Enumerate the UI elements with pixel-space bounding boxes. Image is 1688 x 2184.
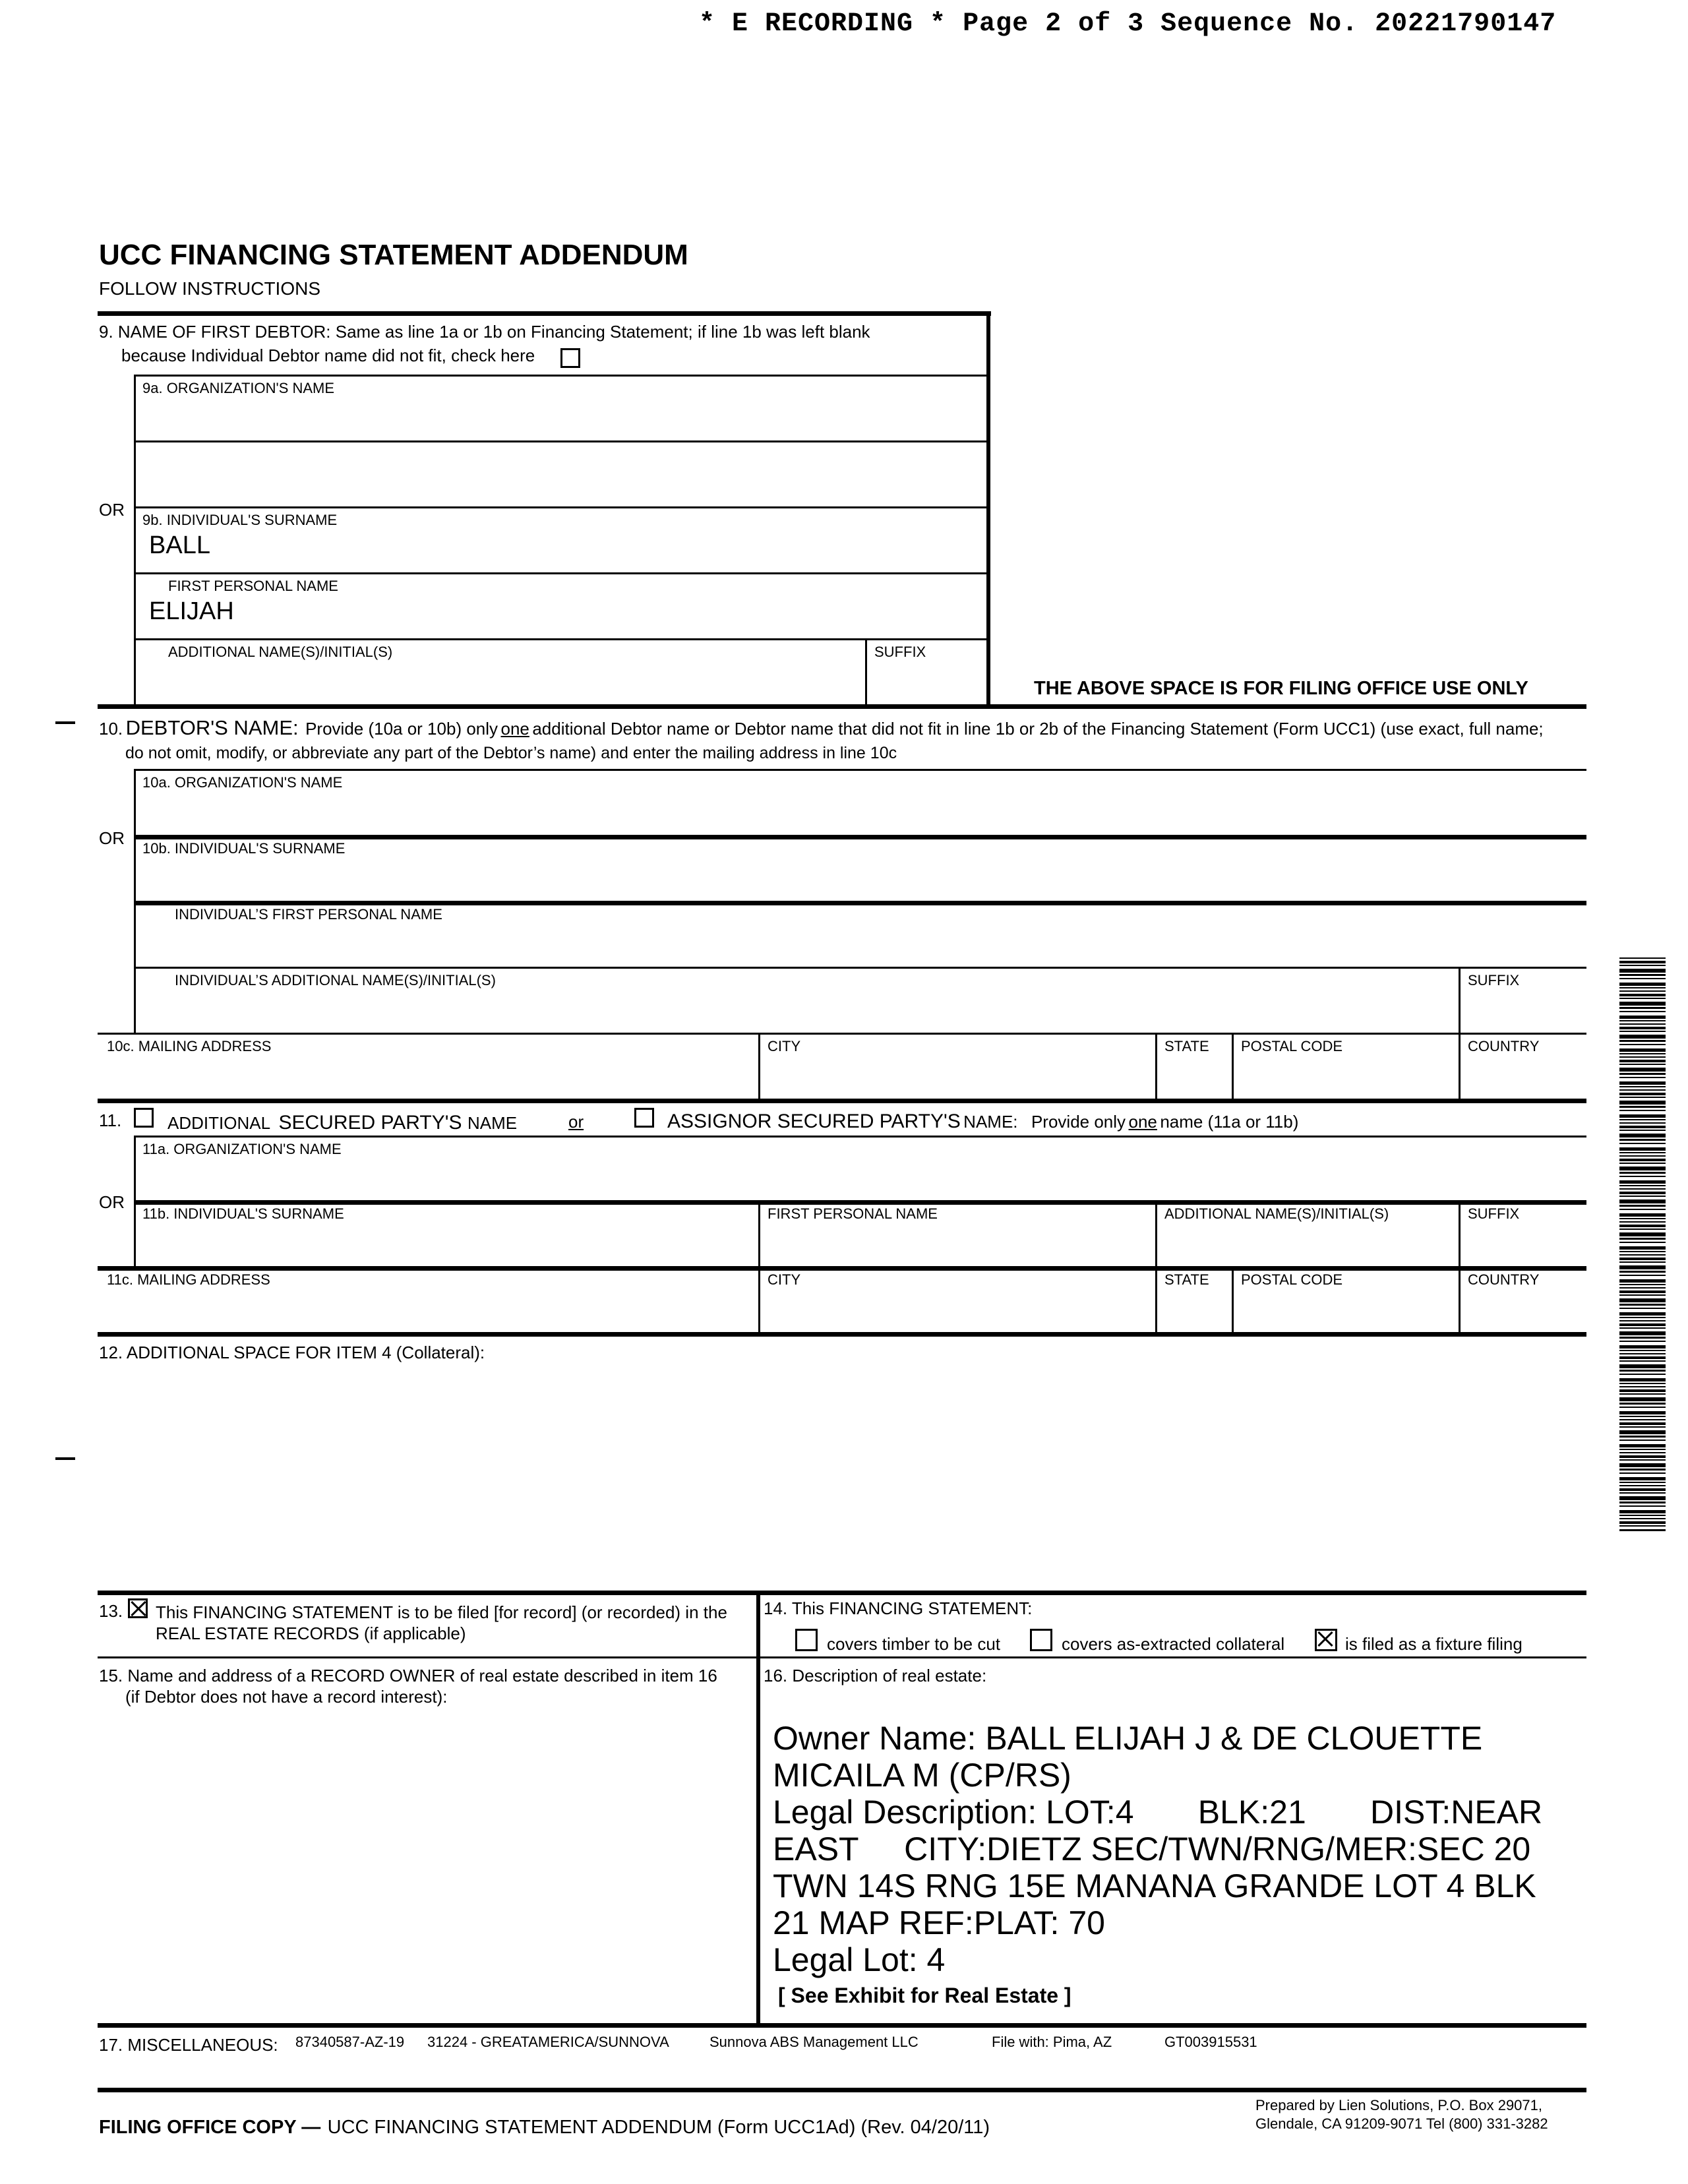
or-label: OR <box>99 828 125 848</box>
item15-label-line2: (if Debtor does not have a record interest): <box>125 1687 448 1707</box>
item14-timber-label: covers timber to be cut <box>827 1634 1000 1654</box>
barcode-bar <box>1619 1304 1666 1306</box>
item11-option1-c: NAME <box>467 1113 518 1133</box>
item11-rule <box>134 1136 1586 1138</box>
barcode-bar <box>1619 1016 1666 1019</box>
barcode-bar <box>1619 1422 1666 1425</box>
barcode-bar <box>1619 1444 1666 1447</box>
item10a-label: 10a. ORGANIZATION'S NAME <box>142 774 343 791</box>
barcode-bar <box>1619 1393 1666 1395</box>
item16-description <box>773 1720 1542 1978</box>
item9a-label: 9a. ORGANIZATION'S NAME <box>142 380 335 396</box>
barcode-bar <box>1619 1370 1666 1372</box>
barcode-bar <box>1619 961 1666 963</box>
or-label: OR <box>99 1192 125 1212</box>
barcode-bar <box>1619 1436 1666 1438</box>
item11-option2 <box>667 1110 1298 1133</box>
recording-header: * E RECORDING * Page 2 of 3 Sequence No. 20221790147 <box>699 9 1557 39</box>
barcode-bar <box>1619 1209 1666 1210</box>
item10-suffix-label: SUFFIX <box>1468 972 1520 988</box>
item13-14-divider <box>756 1591 760 2026</box>
item14-timber-checkbox[interactable] <box>795 1629 818 1651</box>
barcode-bar <box>1619 1143 1666 1144</box>
item16-line: MICAILA M (CP/RS) <box>773 1757 1071 1794</box>
item16-exhibit-note: [ See Exhibit for Real Estate ] <box>778 1984 1071 2007</box>
barcode-bar <box>1619 1515 1666 1516</box>
barcode-bar <box>1619 1101 1666 1105</box>
barcode-bar <box>1619 1287 1666 1289</box>
item11b-divider <box>758 1200 760 1267</box>
item10c-country-label: COUNTRY <box>1468 1038 1540 1054</box>
item11-first-name-label: FIRST PERSONAL NAME <box>768 1205 938 1222</box>
barcode-bar <box>1619 1469 1666 1471</box>
item11-option2-a: ASSIGNOR SECURED PARTY'S <box>667 1110 961 1132</box>
barcode-bar <box>1619 1188 1666 1190</box>
barcode-bar <box>1619 1077 1666 1078</box>
item9-rule <box>134 440 986 442</box>
barcode-bar <box>1619 1416 1666 1417</box>
item11-top-rule <box>98 1099 1586 1103</box>
barcode-bar <box>1619 1040 1666 1042</box>
barcode-bar <box>1619 1455 1666 1458</box>
barcode-bar <box>1619 1345 1666 1349</box>
barcode-bar <box>1619 1312 1666 1316</box>
barcode-graphic <box>1619 957 1666 1531</box>
barcode-bar <box>1619 1196 1666 1197</box>
item10c-divider <box>1155 1033 1157 1100</box>
barcode-bar <box>1619 978 1666 979</box>
barcode-bar <box>1619 1331 1666 1335</box>
barcode-bar <box>1619 1477 1666 1480</box>
barcode-bar <box>1619 990 1666 992</box>
barcode-bar <box>1619 1139 1666 1141</box>
item17-gt: GT003915531 <box>1164 2034 1257 2050</box>
barcode-bar <box>1619 957 1666 959</box>
barcode-bar <box>1619 1284 1666 1285</box>
footer-rule <box>98 2088 1586 2092</box>
item10-text-one: one <box>500 719 529 739</box>
item11-rule <box>134 1200 1586 1205</box>
barcode-bar <box>1619 1337 1666 1339</box>
item10b-label: 10b. INDIVIDUAL'S SURNAME <box>142 840 346 857</box>
barcode-bar <box>1619 1275 1666 1276</box>
form-subtitle: FOLLOW INSTRUCTIONS <box>99 278 321 299</box>
item9-right-rule <box>986 311 990 706</box>
item17-top-rule <box>98 2023 1586 2028</box>
item11-text-one: one <box>1128 1112 1157 1132</box>
item13-number: 13. <box>99 1601 123 1621</box>
item11-option2-b: NAME: <box>963 1112 1018 1132</box>
footer-form-name: UCC FINANCING STATEMENT ADDENDUM (Form UCC1Ad) (Rev. 04/20/11) <box>327 2117 990 2138</box>
footer-prepared-line2: Glendale, CA 91209-9071 Tel (800) 331-3282 <box>1255 2115 1548 2132</box>
item9-rule <box>134 506 986 508</box>
barcode-bar <box>1619 1440 1666 1441</box>
barcode-bar <box>1619 1213 1666 1217</box>
item10-text-b: additional Debtor name or Debtor name that did not fit in line 1b or 2b of the Financing Statement (Form UCC1) (use exact, full name; <box>532 719 1544 739</box>
barcode-bar <box>1619 1502 1666 1503</box>
item11-option1-a: ADDITIONAL <box>167 1113 271 1133</box>
barcode-bar <box>1619 1265 1666 1269</box>
item10-text-a: Provide (10a or 10b) only <box>305 719 498 739</box>
item10-rule <box>134 769 1586 771</box>
barcode-bar <box>1619 1130 1666 1131</box>
item9-first-name-value: ELIJAH <box>149 597 234 625</box>
item9-left-rule <box>134 375 136 704</box>
item10c-postal-label: POSTAL CODE <box>1241 1038 1343 1054</box>
barcode-bar <box>1619 1378 1666 1381</box>
barcode-bar <box>1619 1093 1666 1095</box>
barcode-bar <box>1619 1482 1666 1483</box>
barcode-bar <box>1619 1185 1666 1186</box>
item9-checkbox[interactable] <box>560 348 580 368</box>
item17-ref: 87340587-AZ-19 <box>295 2034 405 2050</box>
item16-line: Owner Name: BALL ELIJAH J & DE CLOUETTE <box>773 1720 1483 1757</box>
barcode-bar <box>1619 1472 1666 1474</box>
barcode-bar <box>1619 1242 1666 1243</box>
barcode-bar <box>1619 974 1666 976</box>
barcode-bar <box>1619 1383 1666 1384</box>
form-title: UCC FINANCING STATEMENT ADDENDUM <box>99 239 688 271</box>
item9-suffix-divider <box>865 638 867 704</box>
barcode-bar <box>1619 1205 1666 1207</box>
item13-text: This FINANCING STATEMENT is to be filed [for record] (or recorded) in the <box>156 1602 727 1622</box>
barcode-bar <box>1619 1529 1666 1531</box>
barcode-bar <box>1619 1023 1666 1025</box>
item10-first-name-label: INDIVIDUAL’S FIRST PERSONAL NAME <box>175 906 442 923</box>
barcode-bar <box>1619 1389 1666 1392</box>
barcode-bar <box>1619 1056 1666 1058</box>
barcode-bar <box>1619 1459 1666 1461</box>
item11c-rule <box>98 1266 1586 1271</box>
barcode-bar <box>1619 1167 1666 1170</box>
barcode-bar <box>1619 1505 1666 1507</box>
barcode-bar <box>1619 1152 1666 1153</box>
item10-rule <box>134 967 1586 969</box>
item14-extracted-checkbox[interactable] <box>1030 1629 1052 1651</box>
item11b-label: 11b. INDIVIDUAL'S SURNAME <box>142 1205 344 1222</box>
item17-label: 17. MISCELLANEOUS: <box>99 2035 278 2055</box>
barcode-bar <box>1619 1044 1666 1045</box>
barcode-bar <box>1619 998 1666 999</box>
barcode-bar <box>1619 1060 1666 1062</box>
item11-text-a: Provide only <box>1031 1112 1126 1132</box>
item10c-divider <box>758 1033 760 1100</box>
item11-additional-checkbox[interactable] <box>134 1108 154 1128</box>
barcode-bar <box>1619 1327 1666 1329</box>
barcode-bar <box>1619 1180 1666 1184</box>
item9-heading: 9. NAME OF FIRST DEBTOR: Same as line 1a or 1b on Financing Statement; if line 1b was left blank <box>99 322 870 342</box>
item16-line: TWN 14S RNG 15E MANANA GRANDE LOT 4 BLK <box>773 1867 1536 1904</box>
barcode-bar <box>1619 1258 1666 1260</box>
item10c-mailing-label: 10c. MAILING ADDRESS <box>107 1038 272 1054</box>
barcode-bar <box>1619 1452 1666 1453</box>
item16-label: 16. Description of real estate: <box>764 1666 987 1685</box>
footer-prepared-line1: Prepared by Lien Solutions, P.O. Box 29071, <box>1255 2097 1542 2113</box>
barcode-bar <box>1619 969 1666 973</box>
item12-label: 12. ADDITIONAL SPACE FOR ITEM 4 (Collateral): <box>99 1343 485 1362</box>
item9-top-rule <box>98 311 991 316</box>
barcode-bar <box>1619 1048 1666 1052</box>
barcode-bar <box>1619 1525 1666 1527</box>
barcode-bar <box>1619 1246 1666 1250</box>
item15-top-rule <box>98 1656 1586 1658</box>
item11c-mailing-label: 11c. MAILING ADDRESS <box>107 1271 270 1288</box>
item10-title: DEBTOR'S NAME: <box>125 716 299 739</box>
item10c-divider <box>1232 1033 1234 1100</box>
barcode-bar <box>1619 1106 1666 1108</box>
item10-rule <box>134 835 1586 839</box>
item10-rule <box>134 901 1586 905</box>
barcode-bar <box>1619 1086 1666 1087</box>
barcode-bar <box>1619 1176 1666 1177</box>
barcode-bar <box>1619 1081 1666 1085</box>
item14-label: 14. This FINANCING STATEMENT: <box>764 1598 1033 1618</box>
item11c-divider <box>1155 1266 1157 1333</box>
barcode-bar <box>1619 1254 1666 1256</box>
barcode-bar <box>1619 1510 1666 1513</box>
item11c-country-label: COUNTRY <box>1468 1271 1540 1288</box>
barcode-bar <box>1619 1089 1666 1091</box>
barcode-bar <box>1619 1430 1666 1434</box>
barcode-bar <box>1619 1011 1666 1012</box>
barcode-bar <box>1619 1035 1666 1039</box>
barcode-bar <box>1619 1147 1666 1151</box>
barcode-bar <box>1619 1353 1666 1354</box>
barcode-bar <box>1619 1308 1666 1309</box>
item11c-city-label: CITY <box>768 1271 801 1288</box>
barcode-bar <box>1619 1007 1666 1009</box>
item16-line: Legal Description: LOT:4 BLK:21 DIST:NEAR <box>773 1794 1543 1831</box>
footer-form-line <box>99 2117 990 2138</box>
barcode-bar <box>1619 1350 1666 1351</box>
item9b-surname-value: BALL <box>149 531 210 559</box>
barcode-bar <box>1619 1110 1666 1111</box>
item16-line: EAST CITY:DIETZ SEC/TWN/RNG/MER:SEC 20 <box>773 1831 1531 1867</box>
barcode-bar <box>1619 1218 1666 1219</box>
item11-additional-label: ADDITIONAL NAME(S)/INITIAL(S) <box>1164 1205 1389 1222</box>
barcode-bar <box>1619 1364 1666 1368</box>
item9-rule <box>134 375 986 377</box>
barcode-bar <box>1619 1261 1666 1263</box>
margin-tick <box>55 721 75 724</box>
barcode-bar <box>1619 1449 1666 1450</box>
item9-heading-line2: because Individual Debtor name did not fit, check here <box>121 346 535 365</box>
item10-heading <box>99 716 1544 740</box>
barcode-bar <box>1619 1232 1666 1236</box>
barcode-bar <box>1619 1002 1666 1006</box>
barcode-bar <box>1619 1159 1666 1161</box>
barcode-bar <box>1619 1521 1666 1524</box>
barcode-bar <box>1619 1426 1666 1428</box>
item9b-label: 9b. INDIVIDUAL'S SURNAME <box>142 512 338 528</box>
barcode-bar <box>1619 1386 1666 1387</box>
barcode-bar <box>1619 1419 1666 1420</box>
item10c-city-label: CITY <box>768 1038 801 1054</box>
barcode-bar <box>1619 1294 1666 1296</box>
barcode-bar <box>1619 1221 1666 1223</box>
item13-top-rule <box>98 1591 1586 1595</box>
barcode-bar <box>1619 1290 1666 1293</box>
item10-heading-line2: do not omit, modify, or abbreviate any part of the Debtor’s name) and enter the mailing address in line 10c <box>125 744 897 762</box>
barcode-bar <box>1619 1122 1666 1124</box>
barcode-bar <box>1619 987 1666 988</box>
barcode-bar <box>1619 1192 1666 1194</box>
barcode-bar <box>1619 1114 1666 1118</box>
item11a-label: 11a. ORGANIZATION'S NAME <box>142 1141 342 1157</box>
item16-line: 21 MAP REF:PLAT: 70 <box>773 1904 1105 1941</box>
barcode-bar <box>1619 1492 1666 1494</box>
barcode-bar <box>1619 994 1666 996</box>
barcode-bar <box>1619 1073 1666 1075</box>
item14-fixture-checkbox[interactable] <box>1315 1629 1337 1651</box>
barcode-bar <box>1619 1134 1666 1138</box>
barcode-bar <box>1619 1172 1666 1174</box>
item11c-postal-label: POSTAL CODE <box>1241 1271 1343 1288</box>
barcode-bar <box>1619 1279 1666 1283</box>
barcode-bar <box>1619 1068 1666 1072</box>
item10c-rule <box>98 1033 1586 1035</box>
item13-text-line2: REAL ESTATE RECORDS (if applicable) <box>156 1623 466 1643</box>
barcode-bar <box>1619 1097 1666 1098</box>
barcode-bar <box>1619 1199 1666 1203</box>
barcode-bar <box>1619 1053 1666 1054</box>
margin-tick <box>55 1457 75 1460</box>
barcode-bar <box>1619 1320 1666 1321</box>
item11-suffix-label: SUFFIX <box>1468 1205 1520 1222</box>
barcode-bar <box>1619 1251 1666 1252</box>
item11-or: or <box>568 1112 584 1132</box>
item10-top-rule <box>98 704 1586 709</box>
barcode-bar <box>1619 1485 1666 1486</box>
barcode-bar <box>1619 1225 1666 1227</box>
barcode-bar <box>1619 1341 1666 1342</box>
filing-office-note: THE ABOVE SPACE IS FOR FILING OFFICE USE ONLY <box>1034 678 1528 699</box>
barcode-bar <box>1619 1298 1666 1302</box>
barcode-bar <box>1619 1407 1666 1408</box>
barcode-bar <box>1619 1027 1666 1029</box>
item9-suffix-label: SUFFIX <box>874 644 926 660</box>
barcode-bar <box>1619 1463 1666 1467</box>
item14-fixture-label: is filed as a fixture filing <box>1345 1634 1522 1654</box>
item9-rule <box>134 638 986 640</box>
barcode-bar <box>1619 1518 1666 1519</box>
barcode-bar <box>1619 1020 1666 1021</box>
barcode-bar <box>1619 1126 1666 1128</box>
item11b-divider <box>1459 1200 1461 1267</box>
barcode-bar <box>1619 1119 1666 1120</box>
item13-checkbox[interactable] <box>128 1598 148 1618</box>
item11-text-b: name (11a or 11b) <box>1160 1112 1299 1132</box>
item9-first-name-label: FIRST PERSONAL NAME <box>168 578 338 594</box>
item11-assignor-checkbox[interactable] <box>634 1108 654 1128</box>
barcode-bar <box>1619 1397 1666 1401</box>
item11-option1 <box>167 1112 517 1134</box>
item10c-state-label: STATE <box>1164 1038 1209 1054</box>
item11-number: 11. <box>99 1110 122 1130</box>
barcode-bar <box>1619 1356 1666 1359</box>
footer-copy-label: FILING OFFICE COPY — <box>99 2117 321 2138</box>
item11c-divider <box>1459 1266 1461 1333</box>
item14-extracted-label: covers as-extracted collateral <box>1062 1634 1285 1654</box>
item11-option1-b: SECURED PARTY'S <box>278 1112 462 1134</box>
barcode-bar <box>1619 1238 1666 1240</box>
barcode-bar <box>1619 1271 1666 1273</box>
barcode-bar <box>1619 965 1666 966</box>
barcode-bar <box>1619 1155 1666 1157</box>
item17-file-with: File with: Pima, AZ <box>992 2034 1112 2050</box>
item17-code: 31224 - GREATAMERICA/SUNNOVA <box>427 2034 669 2050</box>
item16-line: Legal Lot: 4 <box>773 1941 946 1978</box>
barcode-bar <box>1619 1403 1666 1405</box>
barcode-bar <box>1619 983 1666 986</box>
item9-rule <box>134 572 986 574</box>
barcode-bar <box>1619 1411 1666 1414</box>
barcode-bar <box>1619 1496 1666 1500</box>
barcode-bar <box>1619 1031 1666 1032</box>
barcode-bar <box>1619 1374 1666 1375</box>
item11c-state-label: STATE <box>1164 1271 1209 1288</box>
barcode-bar <box>1619 1360 1666 1362</box>
barcode-bar <box>1619 1317 1666 1318</box>
item10-number: 10. <box>99 719 123 739</box>
barcode-bar <box>1619 1323 1666 1326</box>
item10-additional-label: INDIVIDUAL’S ADDITIONAL NAME(S)/INITIAL(S) <box>175 972 496 988</box>
item11c-divider <box>1232 1266 1234 1333</box>
item12-top-rule <box>98 1332 1586 1337</box>
item9-additional-label: ADDITIONAL NAME(S)/INITIAL(S) <box>168 644 393 660</box>
barcode-bar <box>1619 1163 1666 1164</box>
barcode-bar <box>1619 1228 1666 1230</box>
item11b-divider <box>1155 1200 1157 1267</box>
item17-company: Sunnova ABS Management LLC <box>709 2034 919 2050</box>
or-label: OR <box>99 500 125 520</box>
barcode-bar <box>1619 1064 1666 1065</box>
barcode-bar <box>1619 1488 1666 1491</box>
item11c-divider <box>758 1266 760 1333</box>
item15-label: 15. Name and address of a RECORD OWNER of real estate described in item 16 <box>99 1666 717 1685</box>
